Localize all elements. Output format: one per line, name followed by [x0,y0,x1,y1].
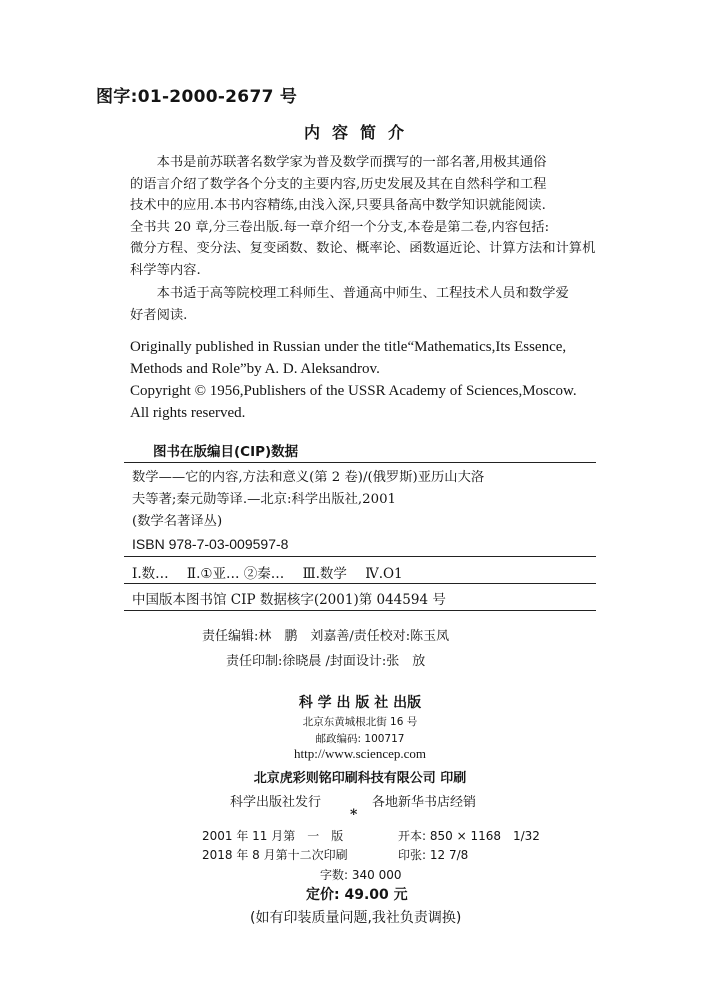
intro-line: 科学等内容. [130,262,201,278]
cip-line: (数学名著译丛) [132,514,223,529]
printing-line: 2018 年 8 月第十二次印刷 [202,848,348,862]
cip-line: 数学——它的内容,方法和意义(第 2 卷)/(俄罗斯)亚历山大洛 [132,470,485,485]
cip-mid-rule [124,556,596,557]
copyright-line: Methods and Role”by A. D. Aleksandrov. [130,361,380,377]
intro-line: 技术中的应用.本书内容精练,由浅入深,只要具备高中数学知识就能阅读. [130,198,546,213]
intro-line: 好者阅读. [130,307,188,323]
publisher-name: 科 学 出 版 社 出版 [298,695,422,711]
intro-line: 本书适于高等院校理工科师生、普通高中师生、工程技术人员和数学爱 [156,286,569,301]
publisher-postcode: 邮政编码: 100717 [315,733,405,745]
printing-credits: 责任印制:徐晓晨 /封面设计:张 放 [226,654,426,669]
copyright-line: Copyright © 1956,Publishers of the USSR Academy of Sciences,Moscow. [130,383,577,399]
cip-top-rule [124,462,596,463]
cip-bottom-rule [124,610,596,611]
isbn: ISBN 978-7-03-009597-8 [132,536,289,552]
copyright-line: Originally published in Russian under the title“Mathematics,Its Essence, [130,339,567,355]
cip-line: 夫等著;秦元勋等译.—北京:科学出版社,2001 [132,492,397,507]
cip-record [132,467,594,555]
publisher-url: http://www.sciencep.com [293,746,426,761]
copyright-line: All rights reserved. [130,405,246,421]
cip-rule [124,583,596,584]
separator-star: * [350,807,358,823]
publisher-address: 北京东黄城根北街 16 号 [302,716,418,728]
classification-item: Ⅰ.数… [132,566,169,582]
sheets-line: 印张: 12 7/8 [398,848,469,862]
wordcount-line: 字数: 340 000 [320,868,402,882]
distributor: 科学出版社发行 [230,795,322,810]
classification-item: Ⅲ.数学 [302,566,347,582]
intro-line: 微分方程、变分法、复变函数、数论、概率论、函数逼近论、计算方法和计算机 [130,241,596,256]
intro-paragraph-2 [130,283,598,326]
seller: 各地新华书店经销 [372,795,477,810]
intro-paragraph-1 [130,152,598,281]
copyright-notice [130,336,600,424]
cip-number: 中国版本图书馆 CIP 数据核字(2001)第 044594 号 [132,592,446,608]
price: 定价: 49.00 元 [306,887,408,903]
quality-notice: (如有印装质量问题,我社负责调换) [250,910,462,926]
printer: 北京虎彩则铭印刷科技有限公司 印刷 [253,771,467,786]
registration-number: 图字:01-2000-2677 号 [96,87,298,107]
edition-line: 2001 年 11 月第 一 版 [202,829,344,843]
classification-item: Ⅱ.①亚… ②秦… [186,566,285,582]
editor-credits: 责任编辑:林 鹏 刘嘉善/责任校对:陈玉凤 [202,629,450,644]
format-line: 开本: 850 × 1168 1/32 [398,829,540,843]
intro-title: 内容简介 [303,123,416,142]
intro-line: 全书共 20 章,分三卷出版.每一章介绍一个分支,本卷是第二卷,内容包括: [130,219,550,235]
classification-item: Ⅳ.O1 [365,566,403,582]
cip-heading: 图书在版编目(CIP)数据 [153,444,299,460]
intro-line: 的语言介绍了数学各个分支的主要内容,历史发展及其在自然科学和工程 [130,176,547,192]
classification [132,562,417,582]
intro-line: 本书是前苏联著名数学家为普及数学而撰写的一部名著,用极其通俗 [156,155,547,170]
